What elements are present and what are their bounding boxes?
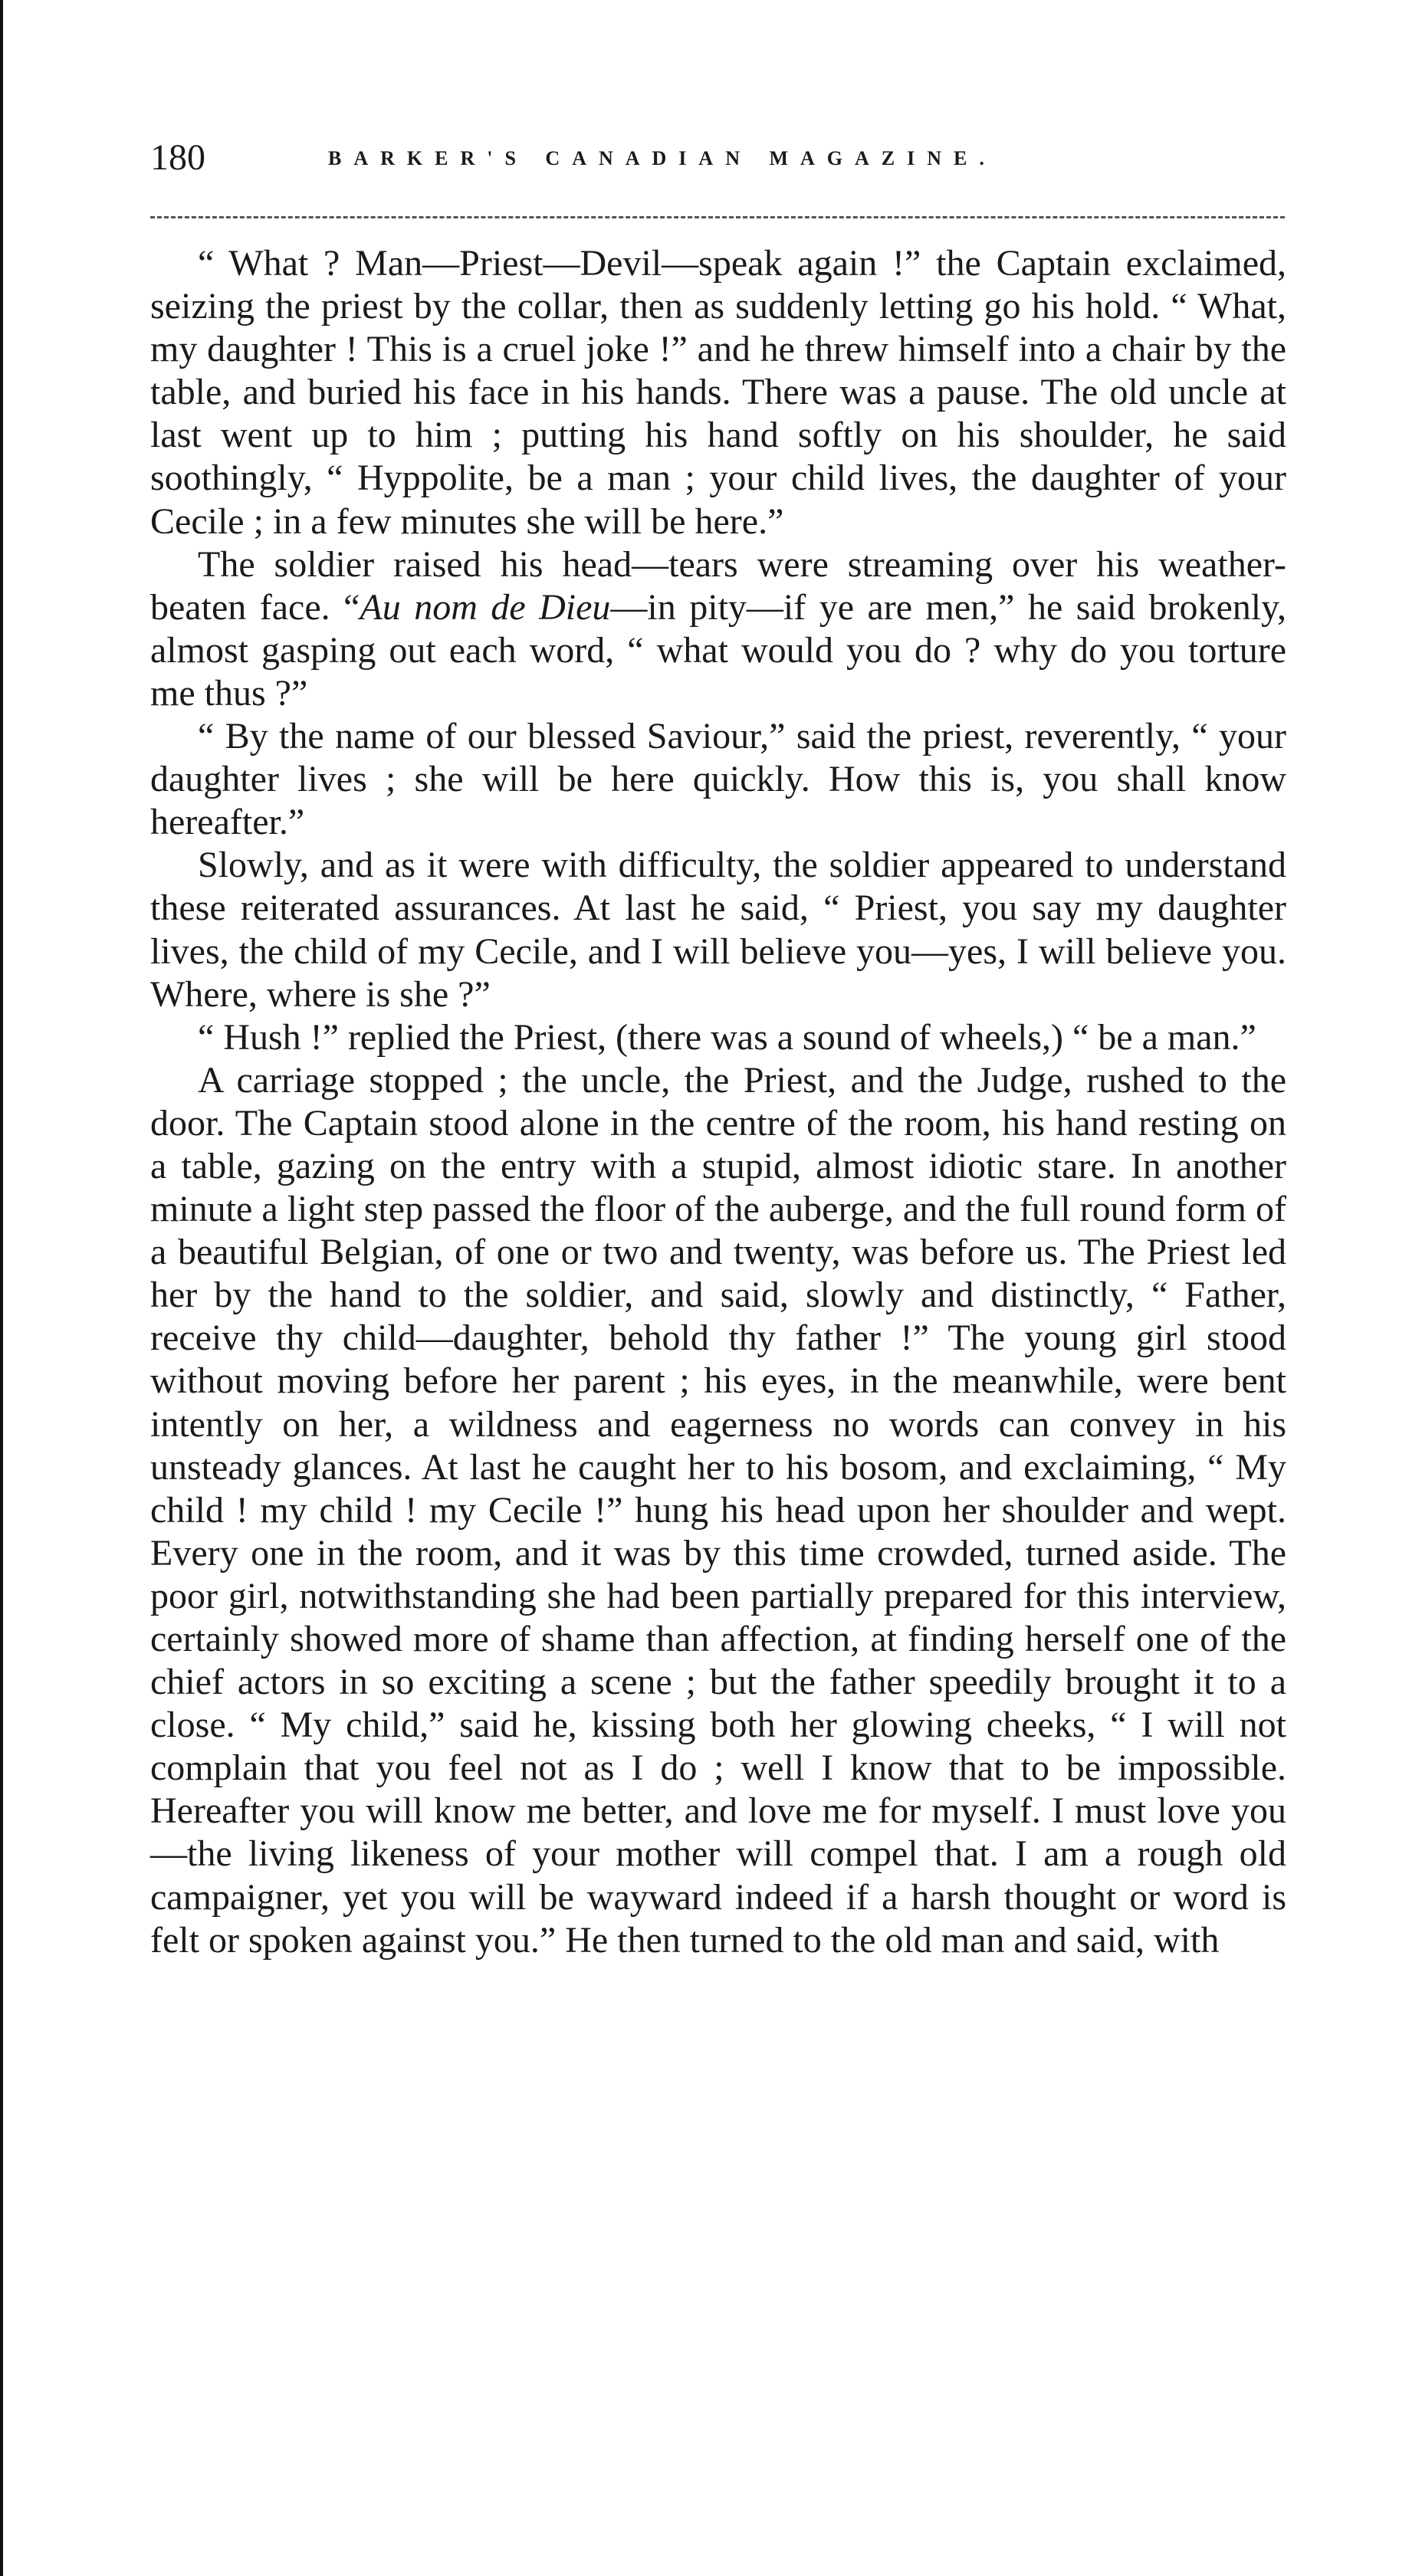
- paragraph-5: “ Hush !” replied the Priest, (there was a sound of wheels,) “ be a man.”: [198, 1016, 1256, 1058]
- paragraph-3: “ By the name of our blessed Saviour,” said the priest, reverently, “ your daughter lives ; she will be here quickly. How this is, you shall know hereafter.”: [150, 716, 1286, 843]
- page-header: [150, 135, 1285, 181]
- paragraph-6: A carriage stopped ; the uncle, the Priest, and the Judge, rushed to the door. The Captain stood alone in the centre of the room, his hand resting on a table, gazing on the entry with a stupid, almost idiotic stare. In another minute a light step passed the floor of the auberge, and the full round form of a beautiful Belgian, of one or two and twenty, was before us. The Priest led her by the hand to the soldier, and said, slowly and distinctly, “ Father, receive thy child—daughter, behold thy father !” The young girl stood without moving before her parent ; his eyes, in the meanwhile, were bent intently on her, a wildness and eagerness no words can convey in his unsteady glances. At last he caught her to his bosom, and exclaiming, “ My child ! my child ! my Cecile !” hung his head upon her shoulder and wept. Every one in the room, and it was by this time crowded, turned aside. The poor girl, notwithstanding she had been partially prepared for this interview, certainly showed more of shame than affection, at finding herself one of the chief actors in so exciting a scene ; but the father speedily brought it to a close. “ My child,” said he, kissing both her glowing cheeks, “ I will not complain that you feel not as I do ; well I know that to be impossible. Hereafter you will know me better, and love me for myself. I must love you—the living likeness of your mother will compel that. I am a rough old campaigner, yet you will be wayward indeed if a harsh thought or word is felt or spoken against you.” He then turned to the old man and said, with: [150, 1059, 1286, 1961]
- page-number: 180: [150, 137, 205, 178]
- paragraph-2-rest: —in pity—if ye are men,” he said brokenly, almost gasping out each word, “ what would you do ? why do you torture me thus ?”: [150, 586, 1287, 714]
- paragraph-2: [150, 543, 1286, 715]
- paragraph-2-italic-phrase: Au nom de Dieu: [360, 586, 611, 628]
- paragraph-2-lead: The soldier raised his head—tears were streaming over his weather-beaten face. “: [150, 543, 1286, 628]
- running-title: BARKER'S CANADIAN MAGAZINE.: [328, 147, 997, 169]
- article-body: [150, 242, 1286, 1962]
- paragraph-1: “ What ? Man—Priest—Devil—speak again !” the Captain exclaimed, seizing the priest by the collar, then as suddenly letting go his hold. “ What, my daughter ! This is a cruel joke !” and he threw himself into a chair by the table, and buried his face in his hands. There was a pause. The old uncle at last went up to him ; putting his hand softly on his shoulder, he said soothingly, “ Hyppolite, be a man ; your child lives, the daughter of your Cecile ; in a few minutes she will be here.”: [150, 243, 1286, 542]
- paragraph-4: Slowly, and as it were with difficulty, the soldier appeared to understand these reiterated assurances. At last he said, “ Priest, you say my daughter lives, the child of my Cecile, and I will believe you—yes, I will believe you. Where, where is she ?”: [150, 845, 1286, 1015]
- header-rule: [150, 216, 1285, 218]
- page-edge: [0, 0, 3, 2576]
